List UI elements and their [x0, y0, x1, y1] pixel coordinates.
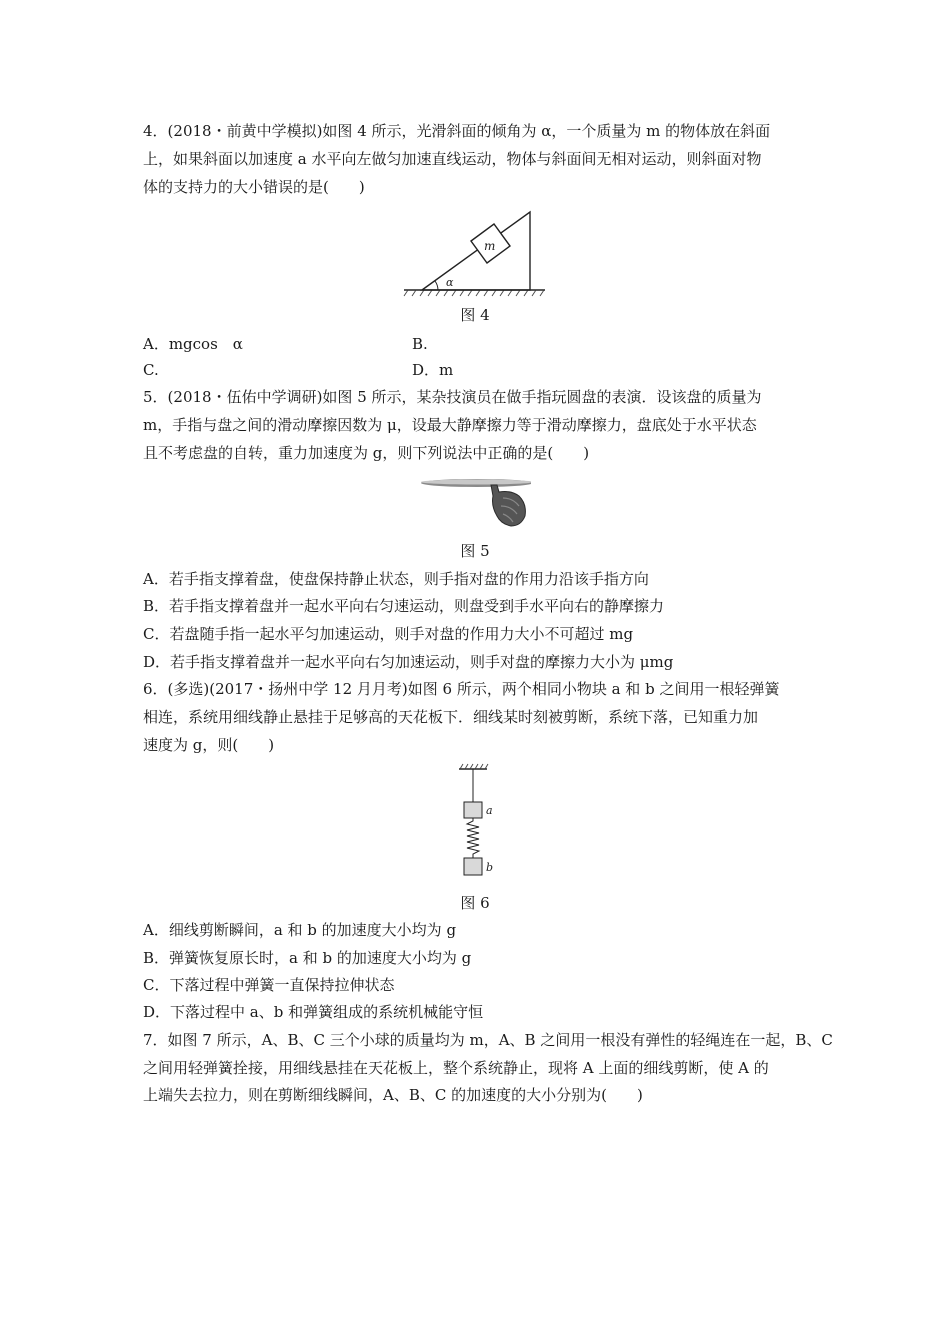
q4-line-1: 4．(2018・前黄中学模拟)如图 4 所示，光滑斜面的倾角为 α，一个质量为 m 的物体放在斜面: [143, 122, 771, 140]
q4-option-c: C.: [143, 361, 159, 379]
q4-option-a: A．mgcos α: [143, 335, 243, 353]
q5-option-d: D．若手指支撑着盘并一起水平向右匀加速运动，则手对盘的摩擦力大小为 μmg: [143, 653, 674, 671]
q6-option-b: B．弹簧恢复原长时，a 和 b 的加速度大小均为 g: [143, 949, 472, 967]
q7-line-1: 7．如图 7 所示，A、B、C 三个小球的质量均为 m，A、B 之间用一根没有弹性的轻绳连在一起，B、C: [143, 1031, 833, 1049]
q7-line-3: 上端失去拉力，则在剪断细线瞬间，A、B、C 的加速度的大小分别为( ): [143, 1086, 643, 1104]
q5-line-1: 5．(2018・伍佑中学调研)如图 5 所示，某杂技演员在做手指玩圆盘的表演．设该盘的质量为: [143, 388, 762, 406]
figure-4-incline: [402, 204, 547, 298]
figure-4-caption: 图 4: [460, 306, 490, 324]
q6-line-3: 速度为 g，则( ): [143, 736, 275, 754]
q6-option-a: A．细线剪断瞬间，a 和 b 的加速度大小均为 g: [143, 921, 457, 939]
q4-option-d: D．m: [412, 361, 454, 379]
figure-5-caption: 图 5: [460, 542, 490, 560]
q6-option-d: D．下落过程中 a、b 和弹簧组成的系统机械能守恒: [143, 1003, 484, 1021]
q7-line-2: 之间用轻弹簧拴接，用细线悬挂在天花板上，整个系统静止，现将 A 上面的细线剪断，使 A 的: [143, 1059, 769, 1077]
q4-line-3: 体的支持力的大小错误的是( ): [143, 178, 365, 196]
figure-6-spring-blocks: [454, 763, 500, 885]
q6-line-1: 6．(多选)(2017・扬州中学 12 月月考)如图 6 所示，两个相同小物块 a 和 b 之间用一根轻弹簧: [143, 680, 780, 698]
figure-6-caption: 图 6: [460, 894, 490, 912]
figure-6-label-a: a: [486, 804, 493, 817]
q5-line-3: 且不考虑盘的自转，重力加速度为 g，则下列说法中正确的是( ): [143, 444, 590, 462]
q4-line-2: 上，如果斜面以加速度 a 水平向左做匀加速直线运动，物体与斜面间无相对运动，则斜面对物: [143, 150, 762, 168]
figure-5-plate-on-finger-image: [419, 474, 531, 530]
q4-option-b: B.: [412, 335, 428, 353]
q6-line-2: 相连，系统用细线静止悬挂于足够高的天花板下．细线某时刻被剪断，系统下落，已知重力加: [143, 708, 759, 726]
q5-line-2: m，手指与盘之间的滑动摩擦因数为 μ，设最大静摩擦力等于滑动摩擦力，盘底处于水平状态: [143, 416, 757, 434]
q5-option-c: C．若盘随手指一起水平匀加速运动，则手对盘的作用力大小不可超过 mg: [143, 625, 634, 643]
figure-4-angle-label: α: [446, 276, 454, 289]
figure-6-label-b: b: [486, 861, 494, 874]
q6-option-c: C．下落过程中弹簧一直保持拉伸状态: [143, 976, 395, 994]
q5-option-a: A．若手指支撑着盘，使盘保持静止状态，则手指对盘的作用力沿该手指方向: [143, 570, 649, 588]
figure-4-block-label: m: [484, 239, 496, 253]
q5-option-b: B．若手指支撑着盘并一起水平向右匀速运动，则盘受到手水平向右的静摩擦力: [143, 597, 665, 615]
